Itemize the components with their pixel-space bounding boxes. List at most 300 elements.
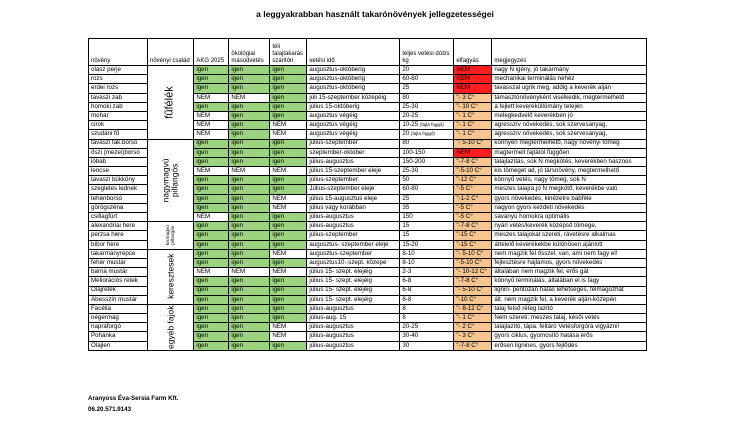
cell-megjegyzes: agresszív növekedés, sok szervesanyag, bbox=[492, 130, 647, 139]
dozis-value: 25-30 bbox=[402, 102, 419, 110]
group-label-egyeb: egyéb fajok bbox=[165, 305, 176, 349]
cell-vetesi-ido: július 15- szept. elejéig bbox=[307, 277, 400, 286]
cell-vetesi-ido: július-augusztus bbox=[307, 323, 400, 332]
dozis-value: 20 bbox=[402, 65, 410, 73]
cell-vetesi-ido: augusztus-októberig bbox=[307, 84, 400, 93]
cell-elfagyas: NEM bbox=[454, 75, 492, 84]
cell-elfagyas: "- 1 C° bbox=[454, 130, 492, 139]
cell-okologiai: NEM bbox=[229, 167, 270, 176]
header-vetesi-ido: vetési idő bbox=[307, 39, 400, 66]
dozis-value: 100-150 bbox=[402, 148, 426, 156]
cell-megjegyzes: agresszív növekedés, sok szervesanyag, bbox=[492, 121, 647, 130]
dozis-value: 20-25 bbox=[402, 323, 419, 331]
cell-dozis bbox=[400, 84, 454, 93]
cell-okologiai: igen bbox=[229, 258, 270, 267]
cell-vetesi-ido: Július-szeptember eleje bbox=[307, 185, 400, 194]
cell-okologiai: igen bbox=[229, 222, 270, 231]
cell-akg: igen bbox=[194, 222, 229, 231]
cell-akg: igen bbox=[194, 314, 229, 323]
cell-akg: igen bbox=[194, 277, 229, 286]
table-row bbox=[89, 304, 647, 313]
dozis-value: 25 bbox=[402, 194, 410, 202]
cell-megjegyzes: Nem szereti: meszes talaj, késői vetés bbox=[492, 314, 647, 323]
cell-akg: igen bbox=[194, 286, 229, 295]
cell-vetesi-ido: július-augusztus bbox=[307, 213, 400, 222]
cell-teli: igen bbox=[270, 213, 307, 222]
dozis-value: 60-80 bbox=[402, 185, 419, 193]
cell-teli: NEM bbox=[270, 130, 307, 139]
cover-crop-table bbox=[88, 38, 647, 351]
header-noveny: növény bbox=[89, 39, 148, 66]
cell-okologiai: igen bbox=[229, 130, 270, 139]
cell-teli: igen bbox=[270, 157, 307, 166]
cell-dozis bbox=[400, 332, 454, 341]
cell-akg: NEM bbox=[194, 130, 229, 139]
cell-noveny: szudáni fű bbox=[89, 130, 148, 139]
cell-vetesi-ido: július-augusztus bbox=[307, 332, 400, 341]
cell-teli: NEM bbox=[270, 194, 307, 203]
cell-teli: igen bbox=[270, 258, 307, 267]
cell-akg: NEM bbox=[194, 121, 229, 130]
cell-okologiai: NEM bbox=[229, 93, 270, 102]
cell-teli: igen bbox=[270, 176, 307, 185]
dozis-note: (fajta függő) bbox=[410, 131, 435, 137]
header-teli: téli talajtakarás szántón bbox=[270, 39, 307, 66]
dozis-value: 6-8 bbox=[402, 286, 412, 294]
cell-dozis bbox=[400, 167, 454, 176]
group-label-keresztesek: keresztesek bbox=[165, 253, 176, 300]
cell-okologiai: igen bbox=[229, 277, 270, 286]
cell-okologiai: igen bbox=[229, 185, 270, 194]
dozis-value: 15 bbox=[402, 231, 410, 239]
cell-elfagyas: "-5 C° bbox=[454, 185, 492, 194]
group-label-kismagvu: kismagvú bbox=[165, 225, 171, 246]
cell-noveny: csillagfürt bbox=[89, 213, 148, 222]
cell-elfagyas: "- 3 C° bbox=[454, 93, 492, 102]
cell-noveny: tavaszi bükköny bbox=[89, 176, 148, 185]
dozis-value: 150 bbox=[402, 212, 413, 220]
cell-vetesi-ido: augusztus10.-szept. közepe bbox=[307, 258, 400, 267]
cell-okologiai: igen bbox=[229, 203, 270, 212]
table-row bbox=[89, 222, 647, 231]
cell-okologiai: igen bbox=[229, 286, 270, 295]
cell-dozis bbox=[400, 323, 454, 332]
cell-megjegyzes: gyors ciklus, gyomosító hatása erős bbox=[492, 332, 647, 341]
cell-noveny: barna mustár bbox=[89, 268, 148, 277]
group-label-pillangos: pillangós bbox=[169, 163, 180, 198]
cell-vetesi-ido: július-szeptember bbox=[307, 176, 400, 185]
cell-okologiai: igen bbox=[229, 121, 270, 130]
cell-akg: igen bbox=[194, 295, 229, 304]
dozis-value: 80 bbox=[402, 93, 410, 101]
header-akg: AKG 2025 bbox=[194, 39, 229, 66]
cell-vetesi-ido: július vagy korábban bbox=[307, 203, 400, 212]
cell-elfagyas: "-10 C° bbox=[454, 295, 492, 304]
cell-akg: igen bbox=[194, 332, 229, 341]
cell-noveny: szegletes lednek bbox=[89, 185, 148, 194]
cell-dozis bbox=[400, 277, 454, 286]
cell-noveny: cirok bbox=[89, 121, 148, 130]
cell-akg: igen bbox=[194, 139, 229, 148]
cell-teli: NEM bbox=[270, 121, 307, 130]
cell-elfagyas: NEM bbox=[454, 66, 492, 75]
dozis-value: 8 bbox=[402, 304, 406, 312]
page-title: a leggyakrabban használt takarónövények jellegzetességei bbox=[256, 9, 494, 19]
cell-akg: igen bbox=[194, 323, 229, 332]
cell-akg: igen bbox=[194, 240, 229, 249]
cell-vetesi-ido: szeptember-október bbox=[307, 148, 400, 157]
cell-megjegyzes: nagy N igény, jó takarmány bbox=[492, 66, 647, 75]
cell-okologiai: igen bbox=[229, 231, 270, 240]
cell-vetesi-ido: július-augusztus bbox=[307, 304, 400, 313]
cell-okologiai: igen bbox=[229, 323, 270, 332]
dozis-value: 8 bbox=[402, 314, 406, 322]
cell-elfagyas: "-5 C° bbox=[454, 213, 492, 222]
dozis-value: 20-25 bbox=[402, 111, 419, 119]
cell-akg: igen bbox=[194, 176, 229, 185]
cell-megjegyzes: kis tömeget ad, jó társnövény, megtermelhető bbox=[492, 167, 647, 176]
cell-noveny: lóbab bbox=[89, 157, 148, 166]
cell-elfagyas: "- 5-10 C° bbox=[454, 249, 492, 258]
cell-megjegyzes: könnyű vetés, nagy tömeg, sok N bbox=[492, 176, 647, 185]
cell-teli: NEM bbox=[270, 323, 307, 332]
header-csalad: növényi család bbox=[148, 39, 194, 66]
cell-elfagyas: "- 1 C° bbox=[454, 121, 492, 130]
cell-vetesi-ido: július 15- szept. elejéig bbox=[307, 286, 400, 295]
cell-vetesi-ido: augusztus-októberig bbox=[307, 66, 400, 75]
cell-akg: NEM bbox=[194, 93, 229, 102]
cell-megjegyzes: általában nem magzik fel, erős gát bbox=[492, 268, 647, 277]
cell-akg: NEM bbox=[194, 213, 229, 222]
cell-teli: NEM bbox=[270, 332, 307, 341]
dozis-value: 10-25 bbox=[402, 121, 419, 129]
cell-teli: NEM bbox=[270, 268, 307, 277]
cell-okologiai: igen bbox=[229, 295, 270, 304]
cell-okologiai: igen bbox=[229, 111, 270, 120]
dozis-value: 60-80 bbox=[402, 75, 419, 83]
group-label-nagymagvu: nagymagvú bbox=[160, 158, 171, 203]
cell-teli: igen bbox=[270, 304, 307, 313]
cell-dozis bbox=[400, 121, 454, 130]
cell-okologiai: igen bbox=[229, 157, 270, 166]
cell-noveny: őszi (mezei)borsó bbox=[89, 148, 148, 157]
dozis-value: 30-40 bbox=[402, 332, 419, 340]
cell-vetesi-ido: július 15-augusztus eleje bbox=[307, 194, 400, 203]
cell-elfagyas: "- 1 C° bbox=[454, 111, 492, 120]
cell-okologiai: igen bbox=[229, 102, 270, 111]
cell-akg: NEM bbox=[194, 167, 229, 176]
cell-vetesi-ido: augusztus végéig bbox=[307, 130, 400, 139]
cell-noveny: Abesszín mustár bbox=[89, 295, 148, 304]
header-okologiai: ökológiai másodvetés bbox=[229, 39, 270, 66]
cell-csalad bbox=[148, 304, 194, 350]
cell-megjegyzes: meszes talajokat szereti, rávetésre alkalmas bbox=[492, 231, 647, 240]
cell-elfagyas: "-15 C° bbox=[454, 231, 492, 240]
cell-vetesi-ido: augusztus-októberig bbox=[307, 75, 400, 84]
cell-megjegyzes: melegkedvelő keverékben jó bbox=[492, 111, 647, 120]
cell-elfagyas: "-5-10 C° bbox=[454, 258, 492, 267]
cell-okologiai: igen bbox=[229, 304, 270, 313]
dozis-value: 80 bbox=[402, 139, 410, 147]
cell-elfagyas: "- 2 C° bbox=[454, 323, 492, 332]
cell-megjegyzes: talajlazítás, sok N megkötés, keverékben hasznos bbox=[492, 157, 647, 166]
cell-dozis bbox=[400, 111, 454, 120]
dozis-value: 150-200 bbox=[402, 157, 426, 165]
cell-dozis bbox=[400, 75, 454, 84]
dozis-value: 6-8 bbox=[402, 295, 412, 303]
cell-dozis bbox=[400, 102, 454, 111]
cell-megjegyzes: áttelelő keverékekbe különösen ajánlott bbox=[492, 240, 647, 249]
cell-noveny: perzsa here bbox=[89, 231, 148, 240]
cell-noveny: görögszéna bbox=[89, 203, 148, 212]
cell-elfagyas: "- 10-12 C° bbox=[454, 268, 492, 277]
cell-dozis bbox=[400, 341, 454, 350]
group-label-fufelek: fűfélék bbox=[164, 86, 177, 119]
dozis-value: 6-8 bbox=[402, 277, 412, 285]
cell-vetesi-ido: július-augusztus bbox=[307, 341, 400, 350]
cell-noveny: Pohánka bbox=[89, 332, 148, 341]
header-row bbox=[89, 39, 647, 66]
cell-elfagyas: "-7-8 C° bbox=[454, 157, 492, 166]
cell-okologiai: igen bbox=[229, 75, 270, 84]
group-label-pillangos-2: pillangós bbox=[170, 226, 176, 245]
cell-noveny: homoki zab bbox=[89, 102, 148, 111]
cell-okologiai: igen bbox=[229, 314, 270, 323]
dozis-value: 25 bbox=[402, 84, 410, 92]
cell-teli: igen bbox=[270, 295, 307, 304]
cell-akg: igen bbox=[194, 185, 229, 194]
cell-elfagyas: "- 10 C° bbox=[454, 102, 492, 111]
cell-dozis bbox=[400, 194, 454, 203]
cell-elfagyas: "-7-8 C° bbox=[454, 222, 492, 231]
dozis-value: 8-10 bbox=[402, 258, 415, 266]
cell-megjegyzes: fejlesztésre hajlamos, gyors növekedés bbox=[492, 258, 647, 267]
cell-okologiai: igen bbox=[229, 176, 270, 185]
cell-csalad bbox=[148, 249, 194, 304]
table-row bbox=[89, 249, 647, 258]
cell-noveny: Olajlen bbox=[89, 341, 148, 350]
cell-akg: igen bbox=[194, 194, 229, 203]
cell-elfagyas: "- 8-12 C° bbox=[454, 304, 492, 313]
cell-noveny: négermag bbox=[89, 314, 148, 323]
cell-teli: igen bbox=[270, 139, 307, 148]
cell-teli: igen bbox=[270, 66, 307, 75]
dozis-value: 15-20 bbox=[402, 240, 419, 248]
cell-noveny: takarmányrepce bbox=[89, 249, 148, 258]
cell-megjegyzes: támasztónövényként viselkedik, megtermelhető bbox=[492, 93, 647, 102]
dozis-value: 30 bbox=[402, 341, 410, 349]
cell-vetesi-ido: augusztus végéig bbox=[307, 121, 400, 130]
cell-dozis bbox=[400, 148, 454, 157]
cell-megjegyzes: tavasszal ugrik meg, addig a keverék alján bbox=[492, 84, 647, 93]
cell-akg: igen bbox=[194, 75, 229, 84]
cell-dozis bbox=[400, 258, 454, 267]
cell-megjegyzes: meszes talajra,jó N megkötő, keverékbe való bbox=[492, 185, 647, 194]
cell-teli: NEM bbox=[270, 249, 307, 258]
cell-noveny: Meliorációs retek bbox=[89, 277, 148, 286]
cell-dozis bbox=[400, 231, 454, 240]
dozis-note: (fajta függő) bbox=[419, 122, 444, 128]
cell-elfagyas: "-12 C° bbox=[454, 176, 492, 185]
cell-teli: igen bbox=[270, 93, 307, 102]
cell-okologiai: igen bbox=[229, 148, 270, 157]
cell-akg: igen bbox=[194, 231, 229, 240]
cell-teli: igen bbox=[270, 102, 307, 111]
cell-megjegyzes: gyors növekedés, kinézetre babféle bbox=[492, 194, 647, 203]
cell-teli: igen bbox=[270, 84, 307, 93]
cell-dozis bbox=[400, 66, 454, 75]
cell-noveny: bíbor here bbox=[89, 240, 148, 249]
cell-teli: igen bbox=[270, 231, 307, 240]
cell-vetesi-ido: júli 15-szeptember közepéig bbox=[307, 93, 400, 102]
cell-megjegyzes: talaj felső réteg lazító bbox=[492, 304, 647, 313]
cell-teli: NEM bbox=[270, 167, 307, 176]
cell-akg: igen bbox=[194, 258, 229, 267]
cell-csalad bbox=[148, 222, 194, 250]
cell-elfagyas: "-5-10 C° bbox=[454, 167, 492, 176]
cell-okologiai: igen bbox=[229, 213, 270, 222]
cell-dozis bbox=[400, 185, 454, 194]
cell-vetesi-ido: július-augusztus bbox=[307, 157, 400, 166]
cell-vetesi-ido: július-aug. 15 bbox=[307, 314, 400, 323]
table-row bbox=[89, 66, 647, 75]
cell-megjegyzes: ált. nem magzik fel, a keverék alján-közepén bbox=[492, 295, 647, 304]
cell-vetesi-ido: augusztus végéig bbox=[307, 111, 400, 120]
cell-vetesi-ido: július-szeptember bbox=[307, 231, 400, 240]
dozis-value: 20 bbox=[402, 130, 410, 138]
cell-megjegyzes: nagyon gyors kezdeti növekedés bbox=[492, 203, 647, 212]
cell-okologiai: igen bbox=[229, 240, 270, 249]
header-dozis: teljes vetési dózis kg bbox=[400, 39, 454, 66]
cell-akg: igen bbox=[194, 102, 229, 111]
cell-akg: igen bbox=[194, 203, 229, 212]
cell-akg: igen bbox=[194, 341, 229, 350]
cell-okologiai: igen bbox=[229, 84, 270, 93]
cell-teli: igen bbox=[270, 148, 307, 157]
cell-megjegyzes: mechanikai terminálás nehéz bbox=[492, 75, 647, 84]
cell-noveny: Olajretek bbox=[89, 286, 148, 295]
cell-teli: igen bbox=[270, 341, 307, 350]
cell-dozis bbox=[400, 213, 454, 222]
cell-noveny: napraforgó bbox=[89, 323, 148, 332]
dozis-value: 25-30 bbox=[402, 167, 419, 175]
cell-noveny: olasz perje bbox=[89, 66, 148, 75]
cell-akg: igen bbox=[194, 249, 229, 258]
cell-teli: igen bbox=[270, 314, 307, 323]
cell-megjegyzes: savanyú homokra optimális bbox=[492, 213, 647, 222]
cell-dozis bbox=[400, 295, 454, 304]
dozis-value: 50 bbox=[402, 176, 410, 184]
cell-vetesi-ido: július-augusztus bbox=[307, 222, 400, 231]
cell-vetesi-ido: július-szeptember bbox=[307, 139, 400, 148]
cell-dozis bbox=[400, 314, 454, 323]
cell-megjegyzes: a fejlett keveréküllömány tetején bbox=[492, 102, 647, 111]
cell-noveny: tehénborsó bbox=[89, 194, 148, 203]
cell-dozis bbox=[400, 240, 454, 249]
dozis-value: 2-3 bbox=[402, 268, 412, 276]
cell-vetesi-ido: augusztus- szeptember eleje bbox=[307, 240, 400, 249]
table-row bbox=[89, 139, 647, 148]
header-elfagyas: elfagyás bbox=[454, 39, 492, 66]
dozis-value: 35 bbox=[402, 203, 410, 211]
cell-vetesi-ido: július 15-szeptember eleje bbox=[307, 167, 400, 176]
cell-dozis bbox=[400, 249, 454, 258]
cell-megjegyzes: könnyű terminálás, általában el is fagy bbox=[492, 277, 647, 286]
cell-dozis bbox=[400, 286, 454, 295]
cell-teli: igen bbox=[270, 222, 307, 231]
cell-akg: igen bbox=[194, 148, 229, 157]
cell-elfagyas: "-1-2 C° bbox=[454, 194, 492, 203]
dozis-value: 15 bbox=[402, 222, 410, 230]
cell-noveny: rozs bbox=[89, 75, 148, 84]
cell-okologiai: igen bbox=[229, 139, 270, 148]
cell-dozis bbox=[400, 176, 454, 185]
cell-dozis bbox=[400, 139, 454, 148]
cell-elfagyas: NEM bbox=[454, 148, 492, 157]
cell-teli: igen bbox=[270, 75, 307, 84]
cell-teli: igen bbox=[270, 111, 307, 120]
cell-dozis bbox=[400, 268, 454, 277]
cell-vetesi-ido: augusztus-szeptember bbox=[307, 249, 400, 258]
cell-noveny: Facélia bbox=[89, 304, 148, 313]
cell-vetesi-ido: július 15- szept. elejéig bbox=[307, 295, 400, 304]
cell-megjegyzes: nyári vetés/keverék középső tömege, bbox=[492, 222, 647, 231]
cell-dozis bbox=[400, 222, 454, 231]
cell-vetesi-ido: július 15- szept. elejéig bbox=[307, 268, 400, 277]
cell-csalad bbox=[148, 66, 194, 140]
cell-dozis bbox=[400, 93, 454, 102]
cell-teli: NEM bbox=[270, 203, 307, 212]
cell-elfagyas: "-7-8 C° bbox=[454, 341, 492, 350]
cell-akg: NEM bbox=[194, 268, 229, 277]
cell-noveny: tavaszi zab bbox=[89, 93, 148, 102]
footer-company: Aranyoss Éva-Sersia Farm Kft. bbox=[88, 395, 179, 402]
footer-phone: 06.20.571.9143 bbox=[88, 406, 132, 413]
cell-megjegyzes: könnyen megtermelhető, nagy növényi tömeg bbox=[492, 139, 647, 148]
cell-dozis bbox=[400, 157, 454, 166]
cell-okologiai: igen bbox=[229, 66, 270, 75]
cell-noveny: alexandriai here bbox=[89, 222, 148, 231]
cell-dozis bbox=[400, 130, 454, 139]
cell-elfagyas: "-15 C° bbox=[454, 240, 492, 249]
cell-elfagyas: NEM bbox=[454, 84, 492, 93]
cell-vetesi-ido: július 15-októberig bbox=[307, 102, 400, 111]
header-megjegyzes: megjegyzés bbox=[492, 39, 647, 66]
cell-noveny: lencse bbox=[89, 167, 148, 176]
cell-elfagyas: "- 1 C° bbox=[454, 314, 492, 323]
cell-dozis bbox=[400, 203, 454, 212]
cell-okologiai: igen bbox=[229, 194, 270, 203]
cell-teli: igen bbox=[270, 286, 307, 295]
cell-dozis bbox=[400, 304, 454, 313]
cell-teli: igen bbox=[270, 240, 307, 249]
cell-elfagyas: "-5 C° bbox=[454, 203, 492, 212]
cell-elfagyas: "- 3 C° bbox=[454, 332, 492, 341]
cell-megjegyzes: talajlazító, tápa. feltáró Vetésforgóra vigyázni! bbox=[492, 323, 647, 332]
cell-okologiai: igen bbox=[229, 341, 270, 350]
dozis-value: 8-10 bbox=[402, 249, 415, 257]
cell-megjegyzes: lignin- pentozán hatás lehetséges, felmagozhat bbox=[492, 286, 647, 295]
cell-megjegyzes: magtermelt fajtától függően bbox=[492, 148, 647, 157]
cell-csalad bbox=[148, 139, 194, 222]
cell-megjegyzes: nem magzik fel ősszel, van, ami nem fagy el! bbox=[492, 249, 647, 258]
cell-teli: igen bbox=[270, 277, 307, 286]
cell-elfagyas: "- 5-10 C° bbox=[454, 286, 492, 295]
cell-akg: NEM bbox=[194, 111, 229, 120]
cell-elfagyas: "- 5-10 C° bbox=[454, 139, 492, 148]
cell-elfagyas: "-7-8 C° bbox=[454, 277, 492, 286]
cell-akg: igen bbox=[194, 304, 229, 313]
